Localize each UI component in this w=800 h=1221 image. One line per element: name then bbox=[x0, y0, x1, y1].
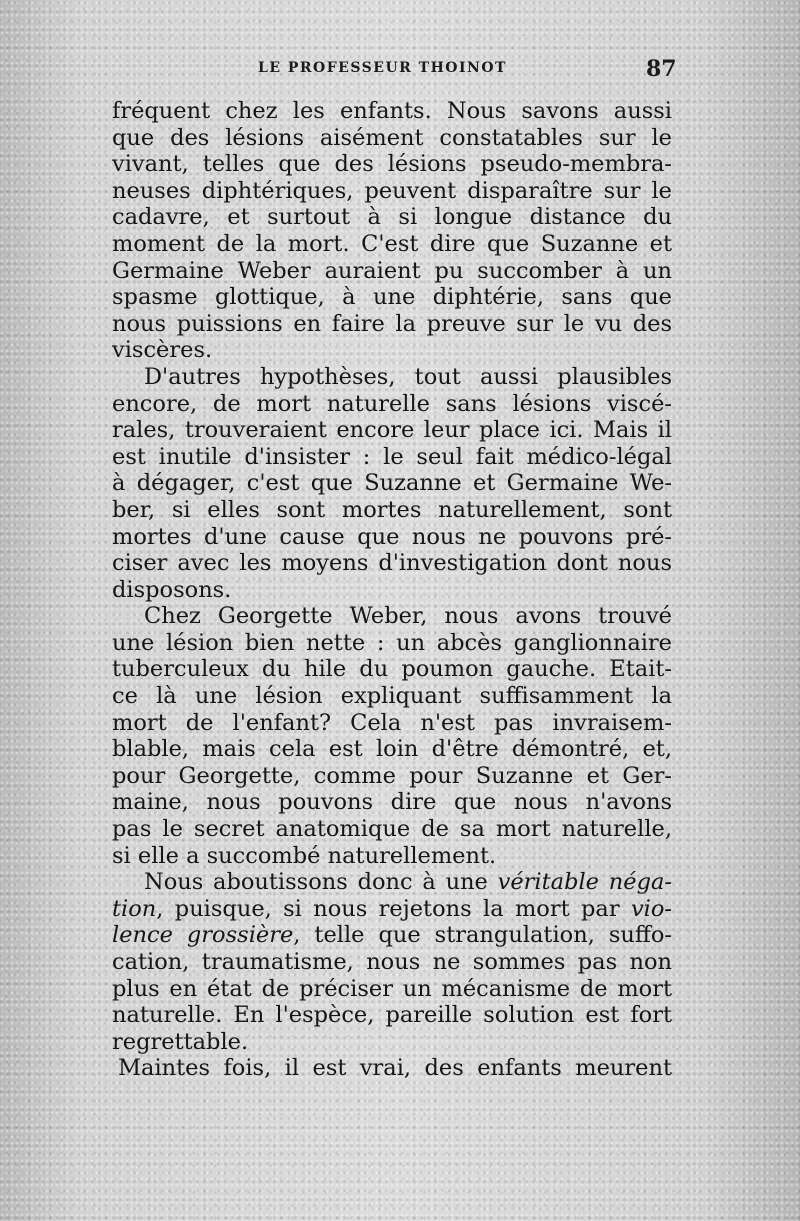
text-line: ciser avec les moyens d'investigation dont nous bbox=[112, 550, 672, 577]
text-line: mort de l'enfant? Cela n'est pas invraisem- bbox=[112, 709, 672, 736]
text-line: à dégager, c'est que Suzanne et Germaine We- bbox=[112, 470, 672, 497]
text-line: pour Georgette, comme pour Suzanne et Ger- bbox=[112, 762, 672, 789]
text-line: maine, nous pouvons dire que nous n'avons bbox=[112, 789, 672, 816]
paragraph-first-line: Maintes fois, il est vrai, des enfants meurent bbox=[118, 1055, 672, 1082]
text-line: viscères. bbox=[112, 337, 213, 364]
text-span: Nous aboutissons donc à une bbox=[144, 869, 498, 896]
running-head: LE PROFESSEUR THOINOT bbox=[258, 60, 507, 76]
text-line: ce là une lésion expliquant suffisamment la bbox=[112, 683, 672, 710]
text-line: fréquent chez les enfants. Nous savons aussi bbox=[112, 98, 672, 124]
text-line: est inutile d'insister : le seul fait médico-légal bbox=[112, 443, 672, 470]
text-span: , puisque, si nous rejetons la mort par bbox=[156, 895, 631, 922]
text-line: naturelle. En l'espèce, pareille solution est fort bbox=[112, 1002, 672, 1029]
text-line: neuses diphtériques, peuvent disparaître sur le bbox=[112, 177, 672, 204]
paragraph-first-line bbox=[112, 869, 672, 896]
page-header bbox=[0, 58, 800, 84]
text-line: encore, de mort naturelle sans lésions viscé- bbox=[112, 390, 672, 417]
text-line: tuberculeux du hile du poumon gauche. Etait- bbox=[112, 656, 672, 683]
text-line: regrettable. bbox=[112, 1028, 249, 1055]
text-line: Germaine Weber auraient pu succomber à un bbox=[112, 257, 672, 284]
text-line: plus en état de préciser un mécanisme de mort bbox=[112, 975, 672, 1002]
text-line: spasme glottique, à une diphtérie, sans que bbox=[112, 284, 672, 311]
text-span: , telle que strangulation, suffo- bbox=[293, 922, 673, 949]
text-line: blable, mais cela est loin d'être démontré, et, bbox=[112, 736, 672, 763]
text-line: ber, si elles sont mortes naturellement, sont bbox=[112, 496, 672, 523]
body-text bbox=[112, 98, 672, 1082]
text-line bbox=[112, 896, 672, 923]
text-line: moment de la mort. C'est dire que Suzanne et bbox=[112, 230, 672, 257]
text-line: si elle a succombé naturellement. bbox=[112, 842, 497, 869]
paragraph-first-line: Chez Georgette Weber, nous avons trouvé bbox=[144, 603, 672, 630]
text-line: une lésion bien nette : un abcès ganglionnaire bbox=[112, 629, 672, 656]
text-line: pas le secret anatomique de sa mort naturelle, bbox=[112, 816, 672, 843]
text-line: mortes d'une cause que nous ne pouvons pré- bbox=[112, 523, 672, 550]
italic-text: tion bbox=[112, 895, 157, 922]
text-line: disposons. bbox=[112, 576, 232, 603]
page-number: 87 bbox=[646, 56, 677, 82]
text-line bbox=[112, 922, 672, 949]
text-line: vivant, telles que des lésions pseudo-membra- bbox=[112, 151, 672, 178]
italic-text: véritable néga- bbox=[497, 869, 672, 896]
text-line: rales, trouveraient encore leur place ici. Mais il bbox=[112, 417, 672, 444]
text-line: nous puissions en faire la preuve sur le vu des bbox=[112, 310, 672, 337]
text-line: cation, traumatisme, nous ne sommes pas non bbox=[112, 949, 672, 975]
text-line: cadavre, et surtout à si longue distance du bbox=[112, 204, 672, 231]
text-line: que des lésions aisément constatables sur le bbox=[112, 124, 672, 151]
italic-text: lence grossière bbox=[112, 922, 294, 949]
italic-text: vio- bbox=[630, 895, 672, 922]
paragraph-first-line: D'autres hypothèses, tout aussi plausibles bbox=[144, 363, 672, 390]
